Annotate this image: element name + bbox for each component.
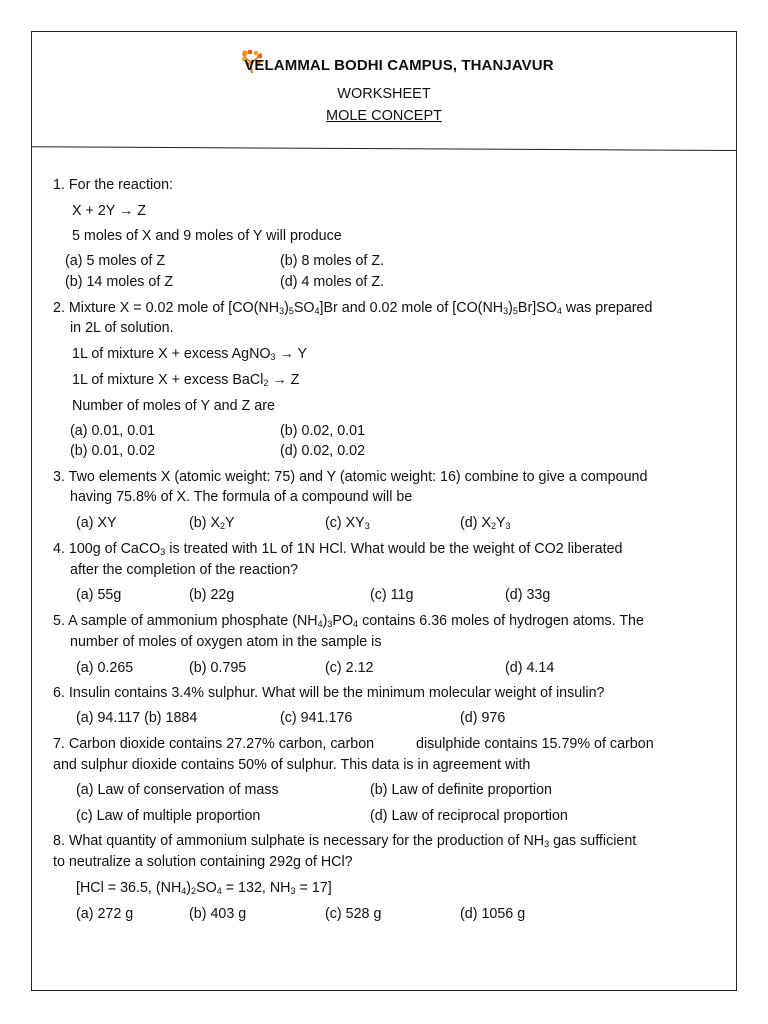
q3-option-c: (c) $XY_3$	[325, 515, 370, 531]
q5-option-b: (b) 0.795	[189, 660, 247, 676]
q4-stem-line2: after the completion of the reaction?	[70, 562, 299, 578]
q6-option-d: (d) 976	[460, 710, 506, 726]
q5-stem-line2: number of moles of oxygen atom in the sample is	[70, 634, 382, 650]
q8-option-b: (b) 403 g	[189, 906, 247, 922]
q7-stem-a: 7. Carbon dioxide contains 27.27% carbon, carbon	[53, 736, 375, 752]
q8-stem: 8. What quantity of ammonium sulphate is necessary for the production of $NH_3$ gas sufficient	[53, 833, 637, 849]
worksheet-label: WORKSHEET	[337, 86, 431, 102]
q2-reaction-1: 1L of mixture X + excess AgNO$_3$ → Y	[72, 346, 308, 362]
q1-stem: 1. For the reaction:	[53, 177, 173, 193]
q3-stem: 3. Two elements X (atomic weight: 75) and Y (atomic weight: 16) combine to give a compound	[53, 469, 648, 485]
q1-reaction: X + 2Y → Z	[72, 203, 147, 219]
q5-option-d: (d) 4.14	[505, 660, 555, 676]
q7-stem-b: disulphide contains 15.79% of carbon	[416, 736, 654, 752]
q7-option-b: (b) Law of definite proportion	[370, 782, 552, 798]
topic-title: MOLE CONCEPT	[325, 108, 442, 124]
q7-option-d: (d) Law of reciprocal proportion	[370, 808, 568, 824]
q5-option-c: (c) 2.12	[325, 660, 374, 676]
q2-option-a: (a) 0.01, 0.01	[70, 423, 156, 439]
q1-option-b: (b) 8 moles of Z.	[280, 253, 385, 269]
q4-option-b: (b) 22g	[189, 587, 235, 603]
q2-stem: 2. Mixture X = 0.02 mole of $[CO(NH_3)_5SO_4]Br$ and 0.02 mole of $[CO(NH_3)_5Br]SO_4$ was prepared	[53, 300, 653, 316]
header	[31, 31, 737, 149]
q6-options-ab: (a) 94.117 (b) 1884	[76, 710, 198, 726]
q1-line: 5 moles of X and 9 moles of Y will produce	[72, 228, 342, 244]
header-divider	[31, 146, 737, 152]
q1-option-c: (b) 14 moles of Z	[65, 274, 174, 290]
q5-option-a: (a) 0.265	[76, 660, 134, 676]
q3-option-b: (b) $X_2Y$	[189, 515, 235, 531]
q8-option-a: (a) 272 g	[76, 906, 134, 922]
q2-option-b: (b) 0.02, 0.01	[280, 423, 366, 439]
q2-ask: Number of moles of Y and Z are	[72, 398, 275, 414]
q3-option-d: (d) $X_2Y_3$	[460, 515, 511, 531]
q8-data: [HCl = 36.5, $(NH_4)_2SO_4 = 132$, $NH_3 = 17$]	[76, 880, 332, 896]
q7-option-c: (c) Law of multiple proportion	[76, 808, 261, 824]
q8-option-d: (d) 1056 g	[460, 906, 526, 922]
q7-option-a: (a) Law of conservation of mass	[76, 782, 279, 798]
q4-stem: 4. 100g of CaCO$_3$ is treated with 1L of 1N HCl. What would be the weight of CO2 liberated	[53, 541, 623, 557]
q3-stem-line2: having 75.8% of X. The formula of a compound will be	[70, 489, 413, 505]
q7-stem-line2: and sulphur dioxide contains 50% of sulphur. This data is in agreement with	[53, 757, 531, 773]
q8-stem-line2: to neutralize a solution containing 292g of HCl?	[53, 854, 353, 870]
q2-option-d: (d) 0.02, 0.02	[280, 443, 366, 459]
q1-option-d: (d) 4 moles of Z.	[280, 274, 385, 290]
q4-option-d: (d) 33g	[505, 587, 551, 603]
q2-reaction-2: 1L of mixture X + excess BaCl$_2$ → Z	[72, 372, 300, 388]
q1-option-a: (a) 5 moles of Z	[65, 253, 166, 269]
q4-option-c: (c) 11g	[370, 587, 414, 603]
q5-stem: 5. A sample of ammonium phosphate $(NH_4)_3PO_4$ contains 6.36 moles of hydrogen atoms. The	[53, 613, 644, 629]
campus-title: VELAMMAL BODHI CAMPUS, THANJAVUR	[244, 57, 554, 74]
q2-option-c: (b) 0.01, 0.02	[70, 443, 156, 459]
q8-option-c: (c) 528 g	[325, 906, 382, 922]
q6-option-c: (c) 941.176	[280, 710, 353, 726]
q3-option-a: (a) XY	[76, 515, 117, 531]
q6-stem: 6. Insulin contains 3.4% sulphur. What will be the minimum molecular weight of insulin?	[53, 685, 605, 701]
q2-stem-line2: in 2L of solution.	[70, 320, 174, 336]
q4-option-a: (a) 55g	[76, 587, 122, 603]
